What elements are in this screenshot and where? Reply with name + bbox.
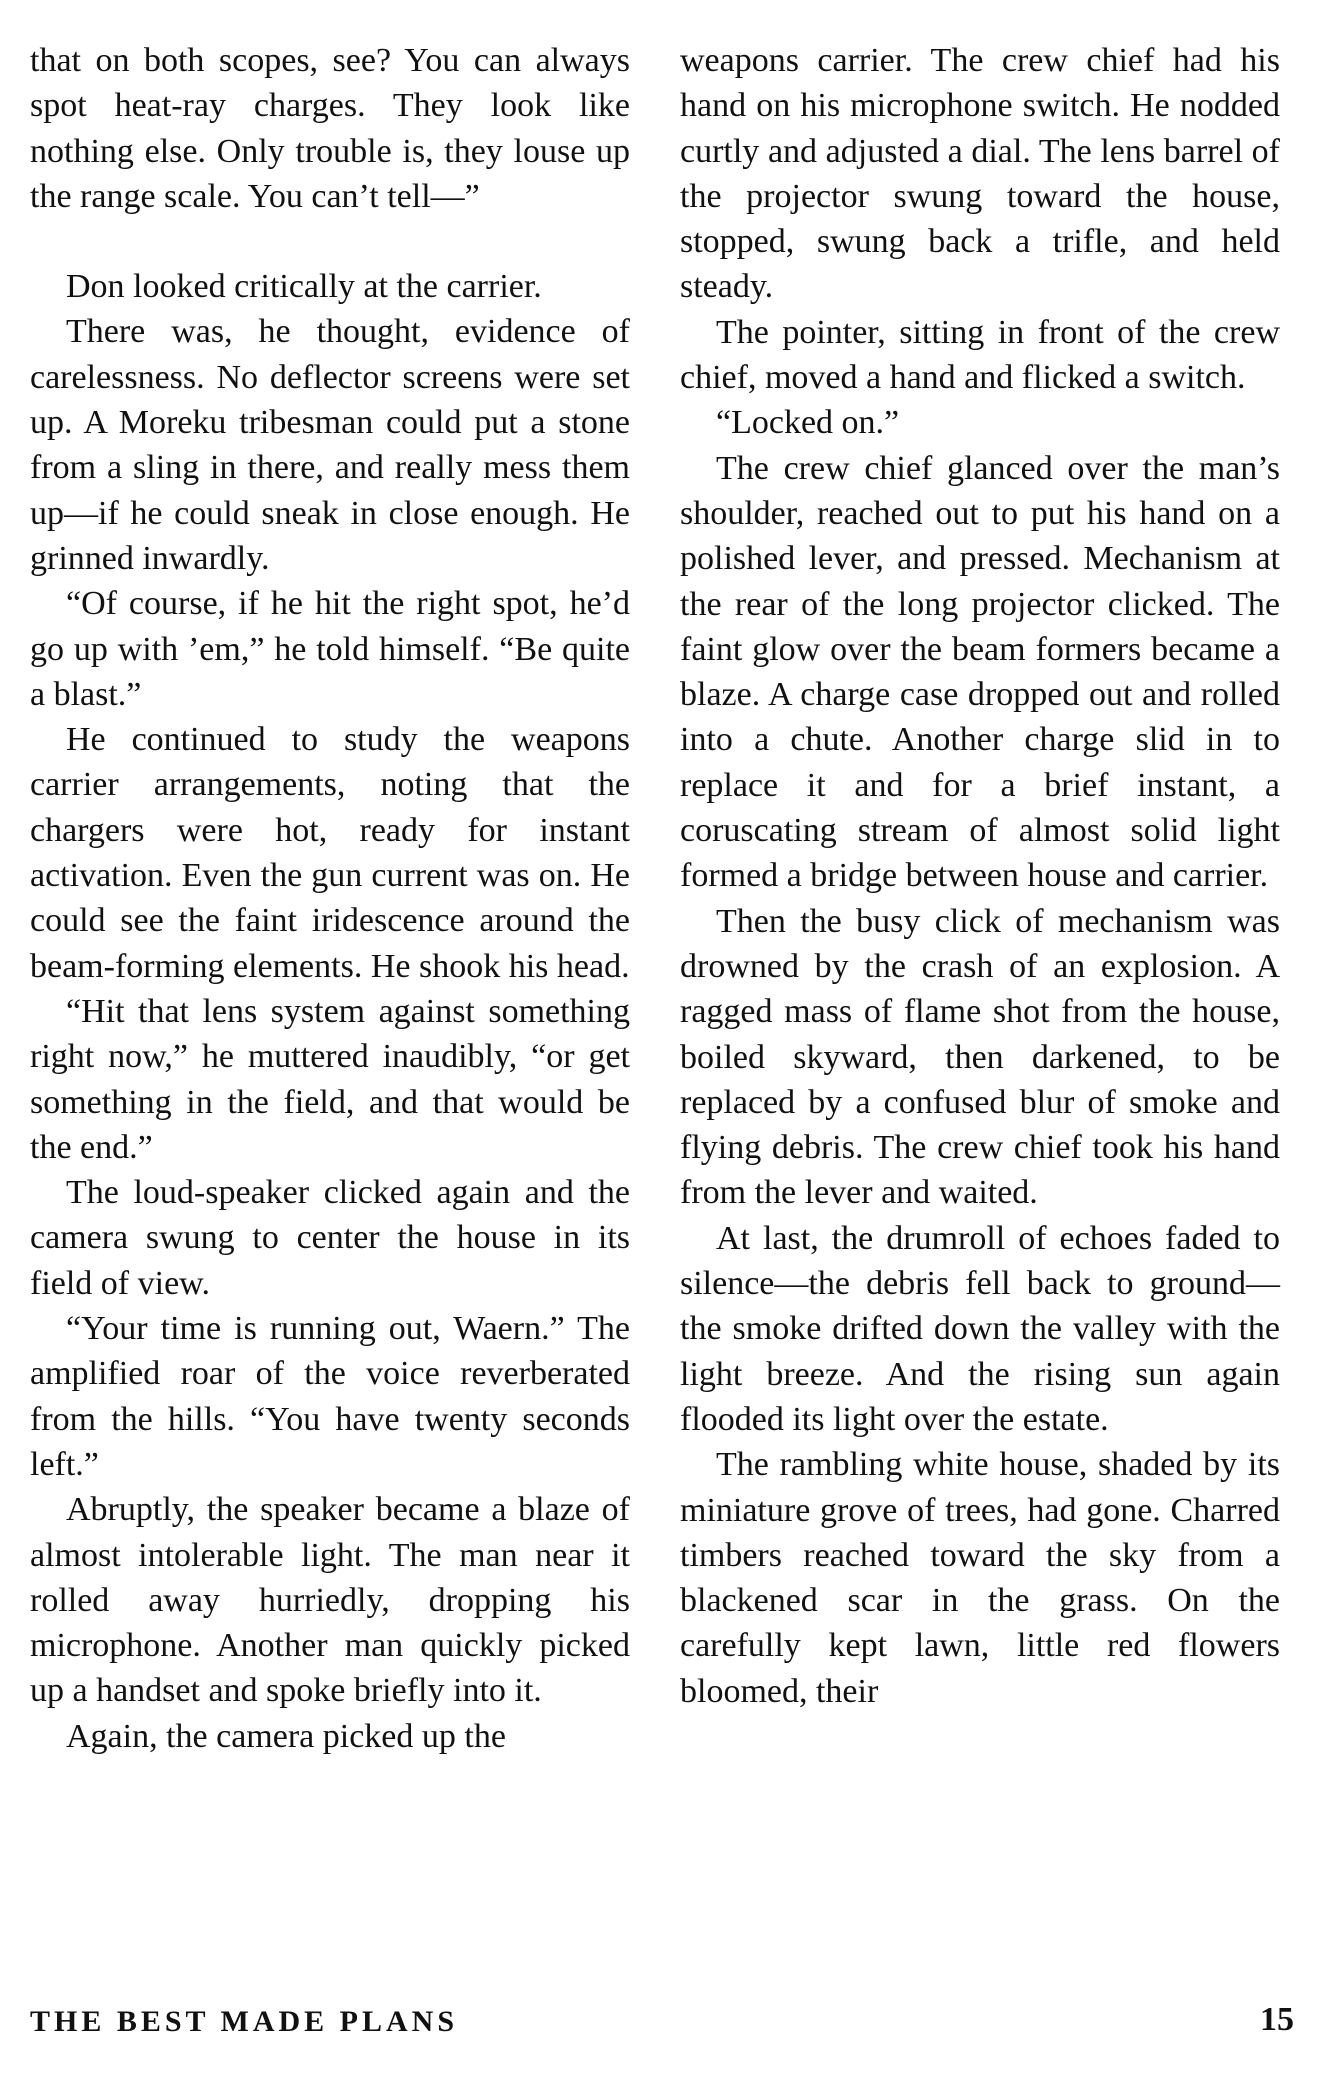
paragraph: Again, the camera picked up the <box>66 1717 506 1755</box>
running-footer-title: THE BEST MADE PLANS <box>30 2005 459 2038</box>
paragraph: “Locked on.” <box>716 404 900 442</box>
right-column <box>680 38 1280 1714</box>
paragraph: Abruptly, the speaker became a blaze of almost intolerable light. The man near it rolled away hurriedly, dropping his microphone. Another man quickly picked up a handset and spoke briefly into it. <box>30 1491 630 1710</box>
paragraph: The loud-speaker clicked again and the camera swung to center the house in its field of view. <box>30 1174 630 1302</box>
paragraph: He continued to study the weapons carrier arrangements, noting that the chargers were hot, ready for instant activation. Even the gun current was on. He could see the faint iridescence around the beam-forming elements. He shook his head. <box>30 721 630 985</box>
paragraph: At last, the drumroll of echoes faded to silence—the debris fell back to ground—the smoke drifted down the valley with the light breeze. And the rising sun again flooded its light over the estate. <box>680 1219 1280 1438</box>
left-column <box>30 38 630 1759</box>
paragraph: Then the busy click of mechanism was drowned by the crash of an explosion. A ragged mass of flame shot from the house, boiled skyward, then darkened, to be replaced by a confused blur of smoke and flying debris. The crew chief took his hand from the lever and waited. <box>680 902 1280 1212</box>
paragraph: The rambling white house, shaded by its miniature grove of trees, had gone. Charred timbers reached toward the sky from a blackened scar in the grass. On the carefully kept lawn, little red flowers bloomed, their <box>680 1446 1280 1710</box>
paragraph: Don looked critically at the carrier. <box>66 268 542 306</box>
paragraph: “Of course, if he hit the right spot, he’d go up with ’em,” he told himself. “Be quite a blast.” <box>30 585 630 713</box>
paragraph: “Hit that lens system against something right now,” he muttered inaudibly, “or get something in the field, and that would be the end.” <box>30 992 630 1166</box>
paragraph: There was, he thought, evidence of carelessness. No deflector screens were set up. A Moreku tribesman could put a stone from a sling in there, and really mess them up—if he could sneak in close enough. He grinned inwardly. <box>30 313 630 577</box>
paragraph: that on both scopes, see? You can always spot heat-ray charges. They look like nothing else. Only trouble is, they louse up the range scale. You can’t tell—” <box>30 42 630 215</box>
page-number: 15 <box>1260 2001 1294 2038</box>
paragraph: The crew chief glanced over the man’s shoulder, reached out to put his hand on a polished lever, and pressed. Mechanism at the rear of the long projector clicked. The faint glow over the beam formers became a blaze. A charge case dropped out and rolled into a chute. Another charge slid in to replace it and for a brief instant, a coruscating stream of almost solid light formed a bridge between house and carrier. <box>680 449 1280 895</box>
paragraph: “Your time is running out, Waern.” The amplified roar of the voice reverberated from the hills. “You have twenty seconds left.” <box>30 1310 630 1483</box>
paragraph: weapons carrier. The crew chief had his hand on his microphone switch. He nodded curtly and adjusted a dial. The lens barrel of the projector swung toward the house, stopped, swung back a trifle, and held steady. <box>680 42 1280 306</box>
paragraph: The pointer, sitting in front of the crew chief, moved a hand and flicked a switch. <box>680 313 1280 397</box>
